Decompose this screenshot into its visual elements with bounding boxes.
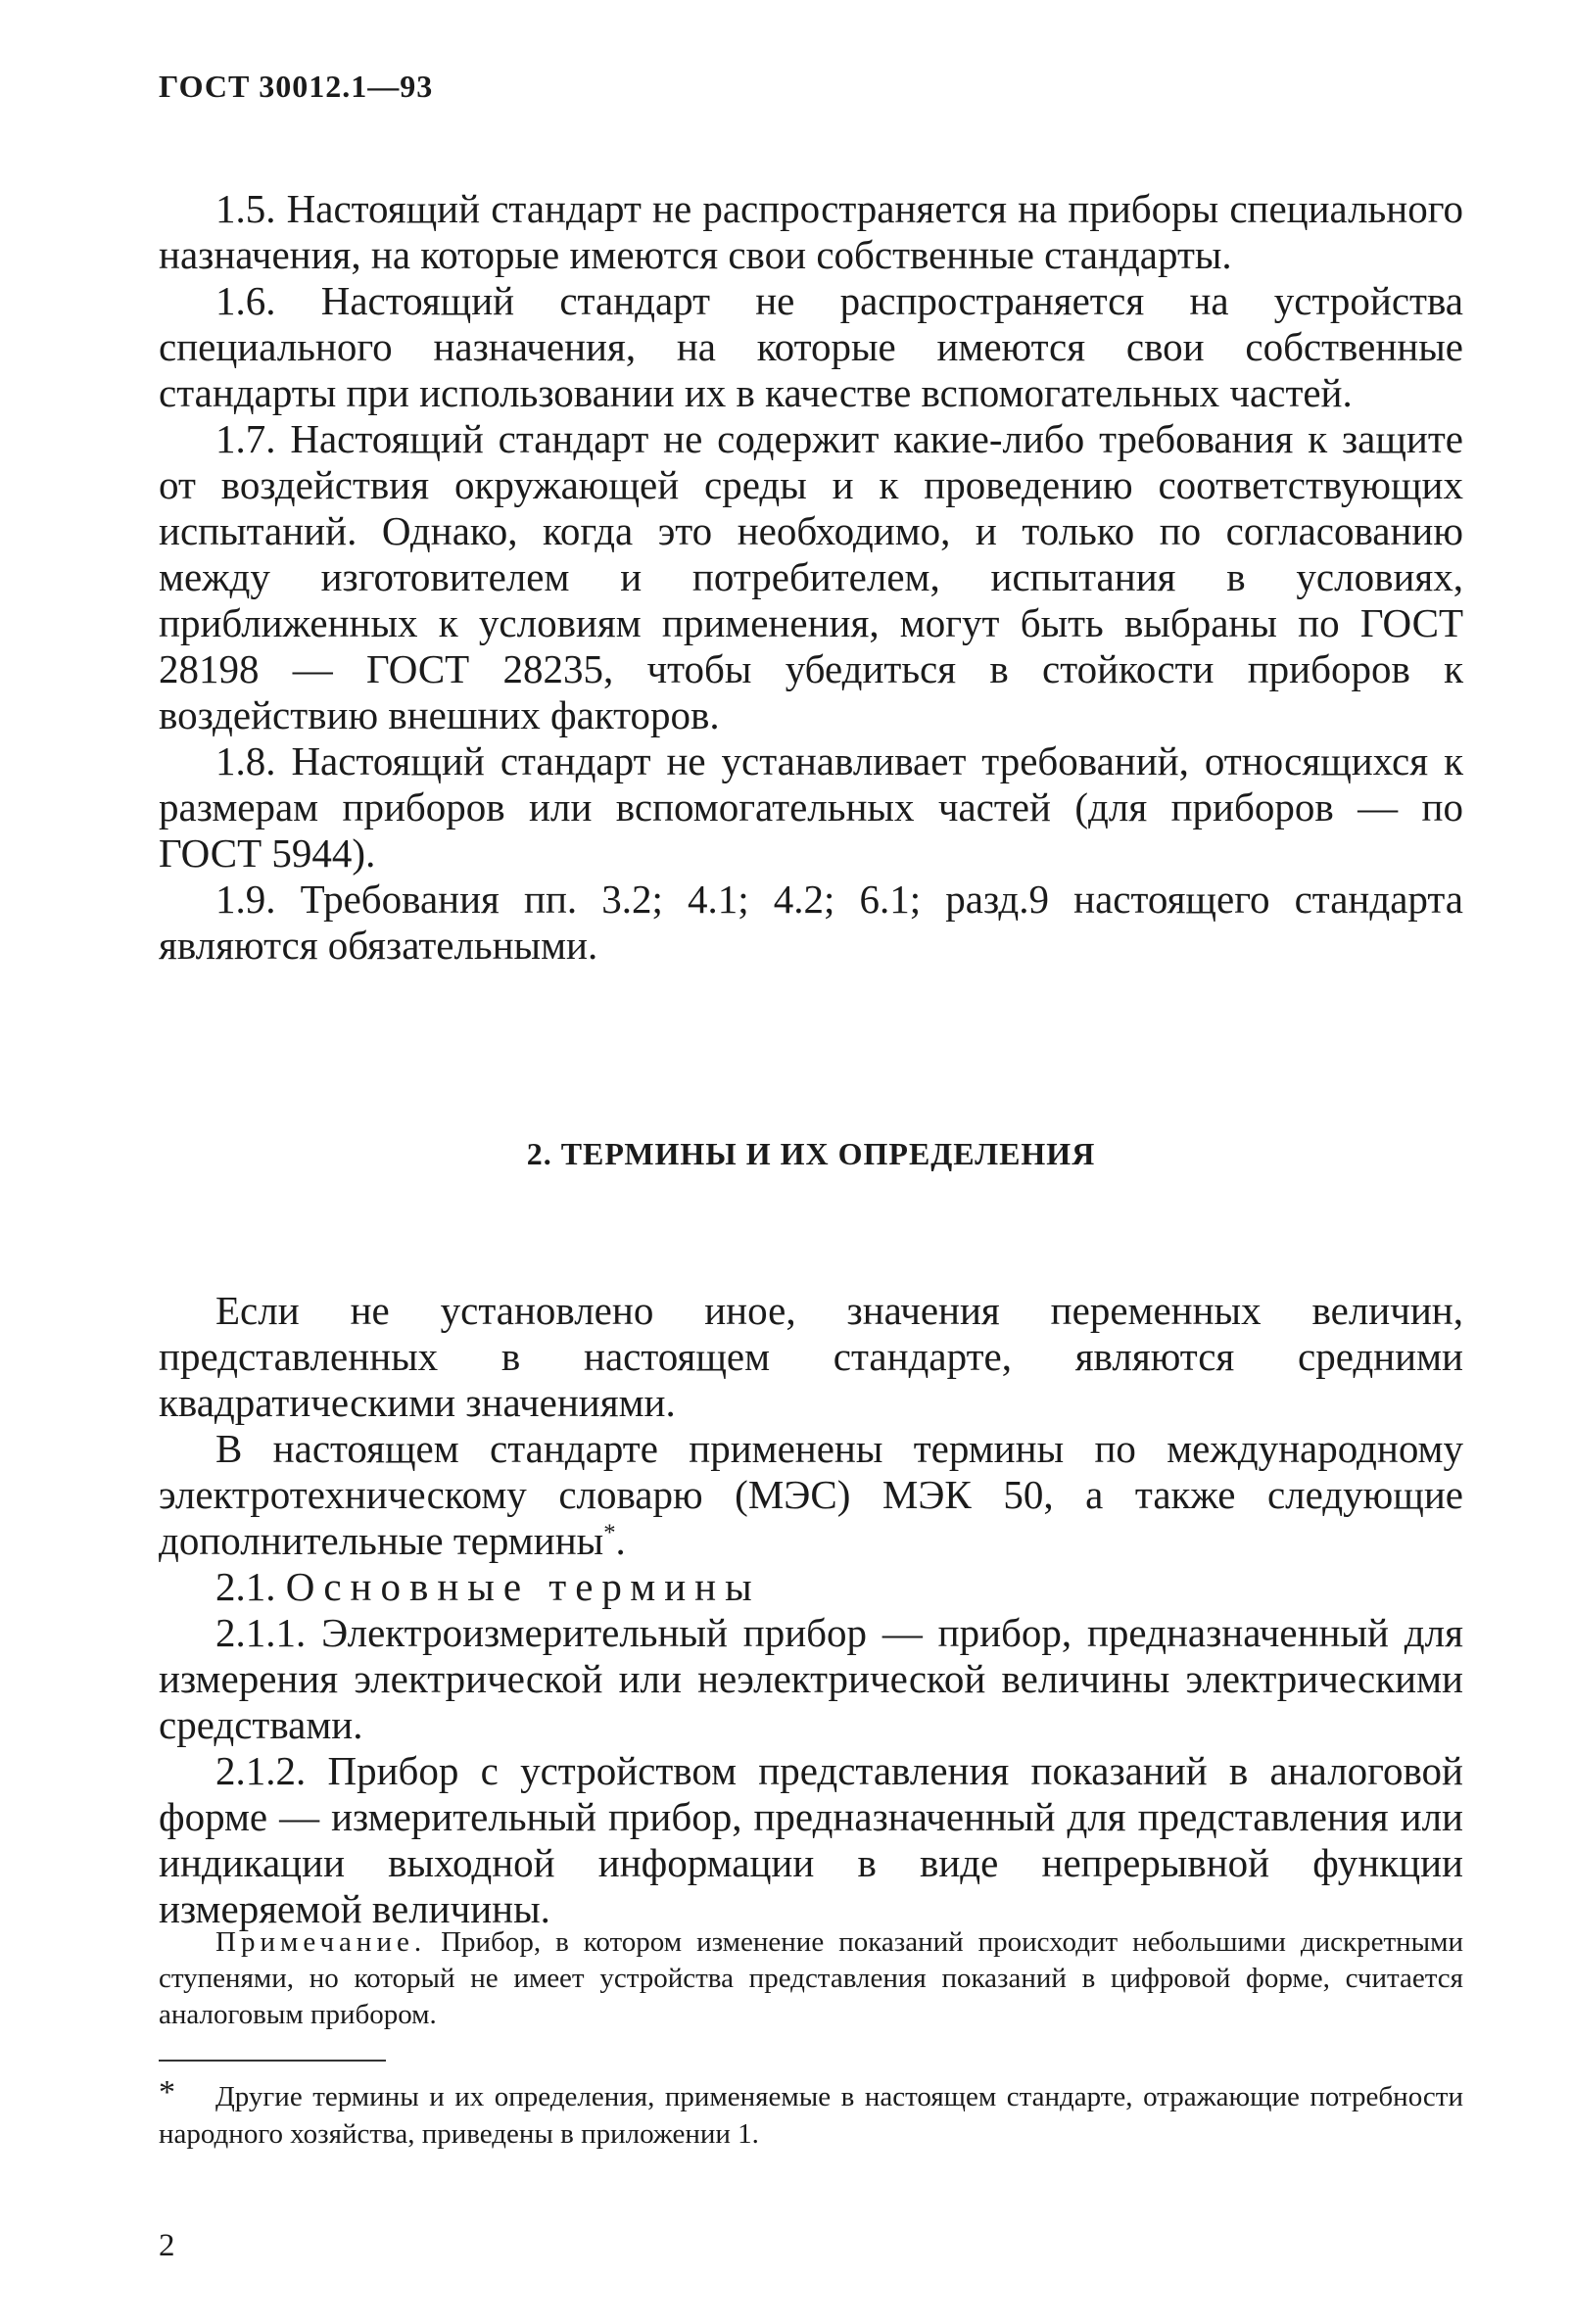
clause-1-8: 1.8. Настоящий стандарт не устанавливает требований, относящихся к размерам приборов или вспомогательных частей (для приборов — по ГОСТ 5944).	[159, 738, 1463, 876]
note	[159, 1924, 1463, 2033]
subsection-2-1-number: 2.1.	[215, 1564, 276, 1609]
section-2-intro-2	[159, 1426, 1463, 1564]
clauses-section-1	[159, 186, 1463, 969]
section-2-intro-1: Если не установлено иное, значения переменных величин, представленных в настоящем стандарте, являются средними квадратическими значениями.	[159, 1288, 1463, 1425]
subsection-2-1-heading	[159, 1564, 1463, 1610]
section-2-title: 2. ТЕРМИНЫ И ИХ ОПРЕДЕЛЕНИЯ	[526, 1136, 1096, 1171]
term-2-1-1: 2.1.1. Электроизмерительный прибор — прибор, предназначенный для измерения электрической или неэлектрической величины электрическими средствами.	[159, 1610, 1463, 1747]
footnote-mark: *	[159, 2074, 175, 2111]
clause-1-5: 1.5. Настоящий стандарт не распространяется на приборы специального назначения, на которые имеются свои собственные стандарты.	[159, 186, 1463, 277]
footnote-reference: *	[603, 1519, 616, 1546]
section-2-intro-2-end: .	[615, 1518, 626, 1563]
page-number: 2	[159, 2228, 175, 2263]
term-2-1-2: 2.1.2. Прибор с устройством представления показаний в аналоговой форме — измерительный прибор, предназначенный для представления или индикации выходной информации в виде непрерывной функции измеряемой величины.	[159, 1748, 1463, 1931]
clause-1-6: 1.6. Настоящий стандарт не распространяется на устройства специального назначения, на которые имеются свои собственные стандарты при использовании их в качестве вспомогательных частей.	[159, 278, 1463, 415]
footnote-divider	[159, 2060, 386, 2062]
subsection-2-1-title: Основные термины	[285, 1564, 761, 1609]
clause-1-9: 1.9. Требования пп. 3.2; 4.1; 4.2; 6.1; разд.9 настоящего стандарта являются обязательными.	[159, 877, 1463, 968]
note-label: Примечание.	[215, 1926, 427, 1958]
footnote	[159, 2074, 1463, 2153]
section-2-intro-2-text: В настоящем стандарте применены термины по международному электротехническому словарю (МЭС) МЭК 50, а также следующие дополнительные термины	[159, 1426, 1463, 1563]
note-text: Прибор, в котором изменение показаний происходит небольшими дискретными ступенями, но который не имеет устройства представления показаний в цифровой форме, считается аналоговым прибором.	[159, 1926, 1464, 2030]
footnote-text: Другие термины и их определения, применяемые в настоящем стандарте, отражающие потребности народного хозяйства, приведены в приложении 1.	[159, 2081, 1463, 2150]
document-header: ГОСТ 30012.1—93	[159, 69, 434, 104]
clauses-section-2	[159, 1288, 1463, 1932]
clause-1-7: 1.7. Настоящий стандарт не содержит какие-либо требования к защите от воздействия окружающей среды и к проведению соответствующих испытаний. Однако, когда это необходимо, и только по согласованию между изготовителем и потребителем, испытания в условиях, приближенных к условиям применения, могут быть выбраны по ГОСТ 28198 — ГОСТ 28235, чтобы убедиться в стойкости приборов к воздействию внешних факторов.	[159, 416, 1463, 737]
